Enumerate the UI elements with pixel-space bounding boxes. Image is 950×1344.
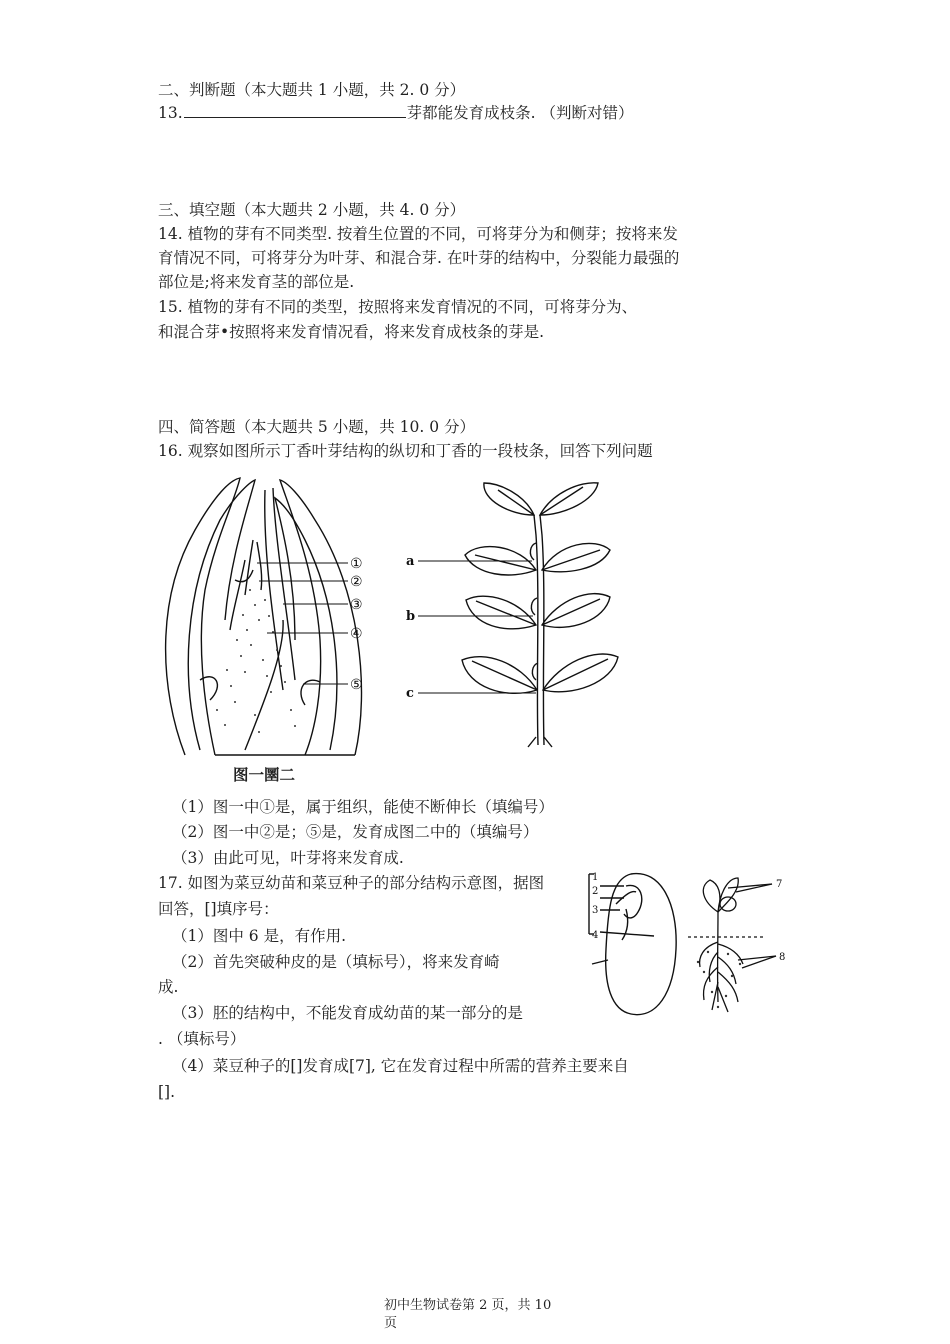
question-17-sub-4-cont: []. <box>158 1083 176 1101</box>
seed-label-3: 3 <box>592 905 599 916</box>
fig1-label-1: ① <box>350 556 363 572</box>
figure-caption: 图一圛二 <box>233 766 296 784</box>
section-4-heading: 四、简答题（本大题共 5 小题，共 10. 0 分） <box>158 418 476 436</box>
question-15-line-2: 和混合芽•按照将来发育情况看，将来发育成枝条的芽是. <box>158 323 545 341</box>
question-15-line-1: 15. 植物的芽有不同的类型，按照将来发育情况的不同，可将芽分为、 <box>158 298 638 316</box>
question-14-line-1: 14. 植物的芽有不同类型. 按着生位置的不同，可将芽分为和侧芽；按将来发 <box>158 225 678 243</box>
fig2-label-c: c <box>406 686 414 701</box>
figure-2-twig <box>400 475 630 750</box>
seedling-label-8: 8 <box>779 952 786 963</box>
fig2-label-b: b <box>406 609 416 624</box>
fig2-label-a: a <box>406 554 415 569</box>
question-17-sub-4: （4）菜豆种子的[]发育成[7], 它在发育过程中所需的营养主要来自 <box>172 1057 629 1075</box>
question-16-sub-2: （2）图一中②是；⑤是，发育成图二中的（填编号） <box>172 823 539 841</box>
seed-label-2: 2 <box>592 886 599 897</box>
question-14-line-2: 育情况不同，可将芽分为叶芽、和混合芽. 在叶芽的结构中，分裂能力最强的 <box>158 249 680 267</box>
question-13-text: 芽都能发育成枝条. （判断对错） <box>406 104 634 122</box>
question-16-sub-3: （3）由此可见，叶芽将来发育成. <box>172 849 404 867</box>
page-footer-line-2: 页 <box>384 1316 398 1331</box>
question-17-line-2: 回答，[]填序号： <box>158 900 279 918</box>
question-17-sub-1: （1）图中 6 是，有作用. <box>172 927 347 945</box>
seedling-label-7: 7 <box>776 879 783 890</box>
fig1-label-2: ② <box>350 574 363 590</box>
figure-bean-seedling <box>688 872 798 1022</box>
answer-blank <box>184 102 406 118</box>
question-17-sub-3: （3）胚的结构中，不能发育成幼苗的某一部分的是 <box>172 1004 523 1022</box>
question-13 <box>158 101 634 125</box>
figure-1-bud-section <box>155 470 385 765</box>
question-17-sub-2-cont: 成. <box>158 978 179 996</box>
question-17-line-1: 17. 如图为菜豆幼苗和菜豆种子的部分结构示意图，据图 <box>158 874 545 892</box>
question-13-number: 13. <box>158 104 183 122</box>
section-2-heading: 二、判断题（本大题共 1 小题，共 2. 0 分） <box>158 81 466 99</box>
section-3-heading: 三、填空题（本大题共 2 小题，共 4. 0 分） <box>158 201 466 219</box>
seed-label-4: 4 <box>592 930 599 941</box>
fig1-label-3: ③ <box>350 597 363 613</box>
question-14-line-3: 部位是;将来发育茎的部位是. <box>158 273 355 291</box>
question-17-sub-3-cont: . （填标号） <box>158 1030 246 1048</box>
page-footer-line-1: 初中生物试卷第 2 页，共 10 <box>384 1298 552 1313</box>
question-17-sub-2: （2）首先突破种皮的是（填标号），将来发育崎 <box>172 953 500 971</box>
fig1-label-5: ⑤ <box>350 677 363 693</box>
question-16-sub-1: （1）图一中①是，属于组织，能使不断伸长（填编号） <box>172 798 554 816</box>
question-16-intro: 16. 观察如图所示丁香叶芽结构的纵切和丁香的一段枝条，回答下列问题 <box>158 442 653 460</box>
figure-bean-seed <box>586 864 686 1024</box>
seed-label-1: 1 <box>592 872 599 883</box>
fig1-label-4: ④ <box>350 626 363 642</box>
